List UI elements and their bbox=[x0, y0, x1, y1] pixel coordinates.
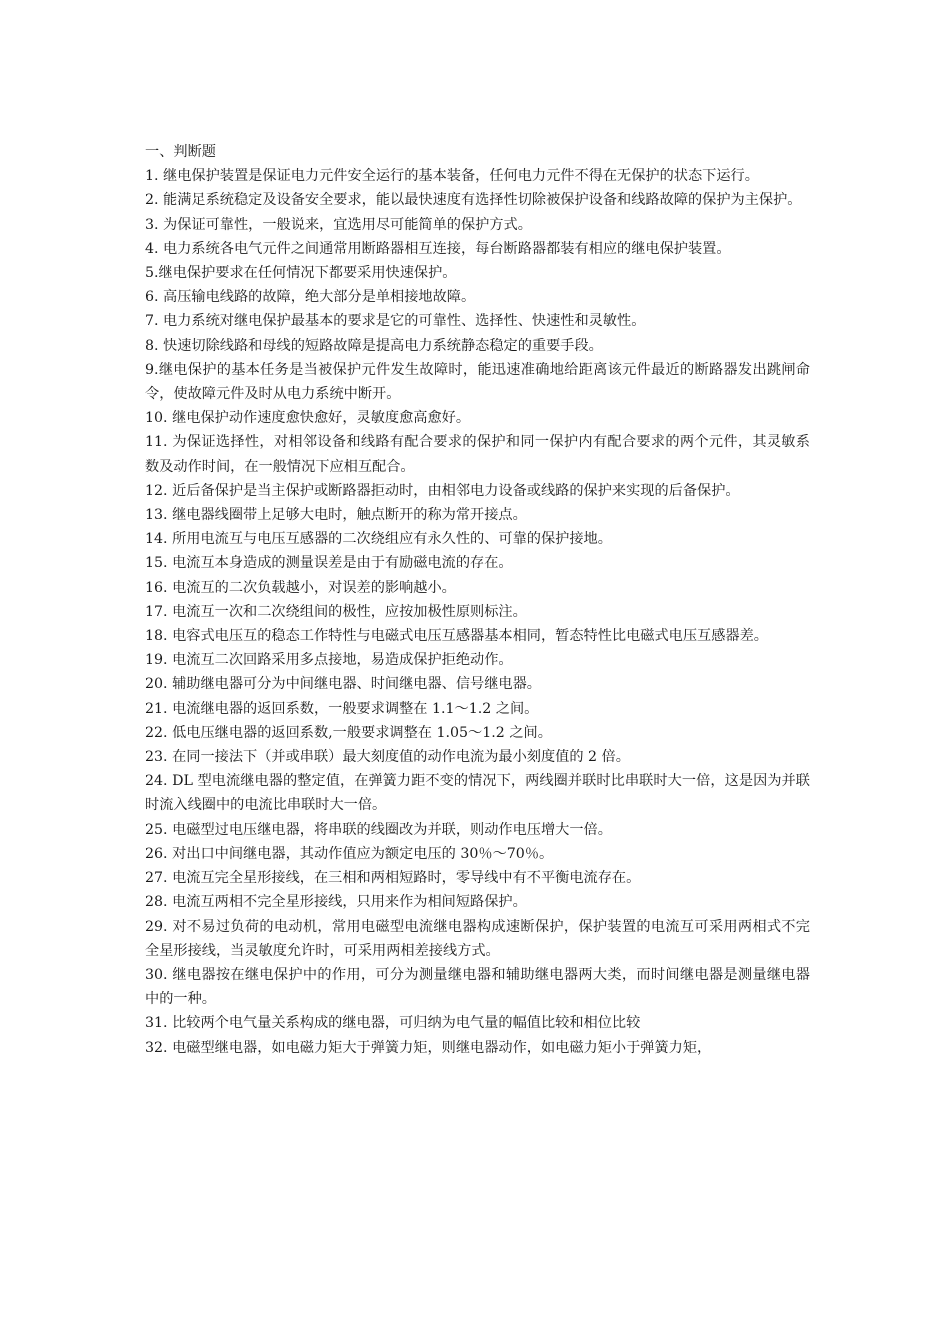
question-item-8: 8. 快速切除线路和母线的短路故障是提高电力系统静态稳定的重要手段。 bbox=[145, 337, 603, 354]
question-item-26: 26. 对出口中间继电器，其动作值应为额定电压的 30％～70％。 bbox=[145, 845, 554, 862]
question-item-1: 1. 继电保护装置是保证电力元件安全运行的基本装备，任何电力元件不得在无保护的状态下运行。 bbox=[145, 168, 759, 185]
question-item-17: 17. 电流互一次和二次绕组间的极性，应按加极性原则标注。 bbox=[145, 603, 527, 620]
section-heading: 一、判断题 bbox=[145, 144, 216, 160]
question-item-10: 10. 继电保护动作速度愈快愈好，灵敏度愈高愈好。 bbox=[145, 410, 471, 427]
question-item-32: 32. 电磁型继电器，如电磁力矩大于弹簧力矩，则继电器动作，如电磁力矩小于弹簧力矩， bbox=[145, 1039, 712, 1056]
question-item-13: 13. 继电器线圈带上足够大电时，触点断开的称为常开接点。 bbox=[145, 507, 527, 524]
question-item-4: 4. 电力系统各电气元件之间通常用断路器相互连接，每台断路器都装有相应的继电保护装置。 bbox=[145, 240, 731, 257]
question-item-25: 25. 电磁型过电压继电器，将串联的线圈改为并联，则动作电压增大一倍。 bbox=[145, 821, 612, 838]
question-item-31: 31. 比较两个电气量关系构成的继电器，可归纳为电气量的幅值比较和相位比较 bbox=[145, 1015, 641, 1032]
question-item-19: 19. 电流互二次回路采用多点接地，易造成保护拒绝动作。 bbox=[145, 652, 513, 669]
question-item-29: 29. 对不易过负荷的电动机，常用电磁型电流继电器构成速断保护，保护装置的电流互可采用两相式不完全星形接线，当灵敏度允许时，可采用两相差接线方式。 bbox=[145, 918, 810, 959]
question-item-5: 5.继电保护要求在任何情况下都要采用快速保护。 bbox=[145, 265, 457, 282]
question-item-24: 24. DL 型电流继电器的整定值，在弹簧力距不变的情况下，两线圈并联时比串联时大一倍，这是因为并联时流入线圈中的电流比串联时大一倍。 bbox=[145, 773, 810, 814]
question-item-20: 20. 辅助继电器可分为中间继电器、时间继电器、信号继电器。 bbox=[145, 676, 541, 693]
question-item-7: 7. 电力系统对继电保护最基本的要求是它的可靠性、选择性、快速性和灵敏性。 bbox=[145, 313, 646, 330]
question-item-12: 12. 近后备保护是当主保护或断路器拒动时，由相邻电力设备或线路的保护来实现的后备保护。 bbox=[145, 482, 740, 499]
question-item-11: 11. 为保证选择性，对相邻设备和线路有配合要求的保护和同一保护内有配合要求的两个元件，其灵敏系数及动作时间，在一般情况下应相互配合。 bbox=[145, 434, 810, 475]
question-item-21: 21. 电流继电器的返回系数，一般要求调整在 1.1～1.2 之间。 bbox=[145, 700, 539, 717]
question-item-2: 2. 能满足系统稳定及设备安全要求，能以最快速度有选择性切除被保护设备和线路故障的保护为主保护。 bbox=[145, 192, 802, 209]
question-item-14: 14. 所用电流互与电压互感器的二次绕组应有永久性的、可靠的保护接地。 bbox=[145, 531, 612, 548]
question-item-23: 23. 在同一接法下（并或串联）最大刻度值的动作电流为最小刻度值的 2 倍。 bbox=[145, 749, 630, 766]
question-item-16: 16. 电流互的二次负载越小，对误差的影响越小。 bbox=[145, 579, 456, 596]
question-item-9: 9.继电保护的基本任务是当被保护元件发生故障时，能迅速准确地给距离该元件最近的断路器发出跳闸命令，使故障元件及时从电力系统中断开。 bbox=[145, 361, 810, 403]
question-item-30: 30. 继电器按在继电保护中的作用，可分为测量继电器和辅助继电器两大类，而时间继电器是测量继电器中的一种。 bbox=[145, 966, 810, 1008]
question-item-18: 18. 电容式电压互的稳态工作特性与电磁式电压互感器基本相同，暂态特性比电磁式电压互感器差。 bbox=[145, 628, 768, 645]
question-item-15: 15. 电流互本身造成的测量误差是由于有励磁电流的存在。 bbox=[145, 555, 513, 572]
question-item-3: 3. 为保证可靠性，一般说来，宜选用尽可能简单的保护方式。 bbox=[145, 216, 532, 233]
question-item-22: 22. 低电压继电器的返回系数,一般要求调整在 1.05～1.2 之间。 bbox=[145, 724, 552, 741]
document-page bbox=[145, 140, 810, 1060]
question-item-28: 28. 电流互两相不完全星形接线，只用来作为相间短路保护。 bbox=[145, 894, 527, 911]
question-item-27: 27. 电流互完全星形接线，在三相和两相短路时，零导线中有不平衡电流存在。 bbox=[145, 870, 641, 887]
question-item-6: 6. 高压输电线路的故障，绝大部分是单相接地故障。 bbox=[145, 289, 476, 306]
